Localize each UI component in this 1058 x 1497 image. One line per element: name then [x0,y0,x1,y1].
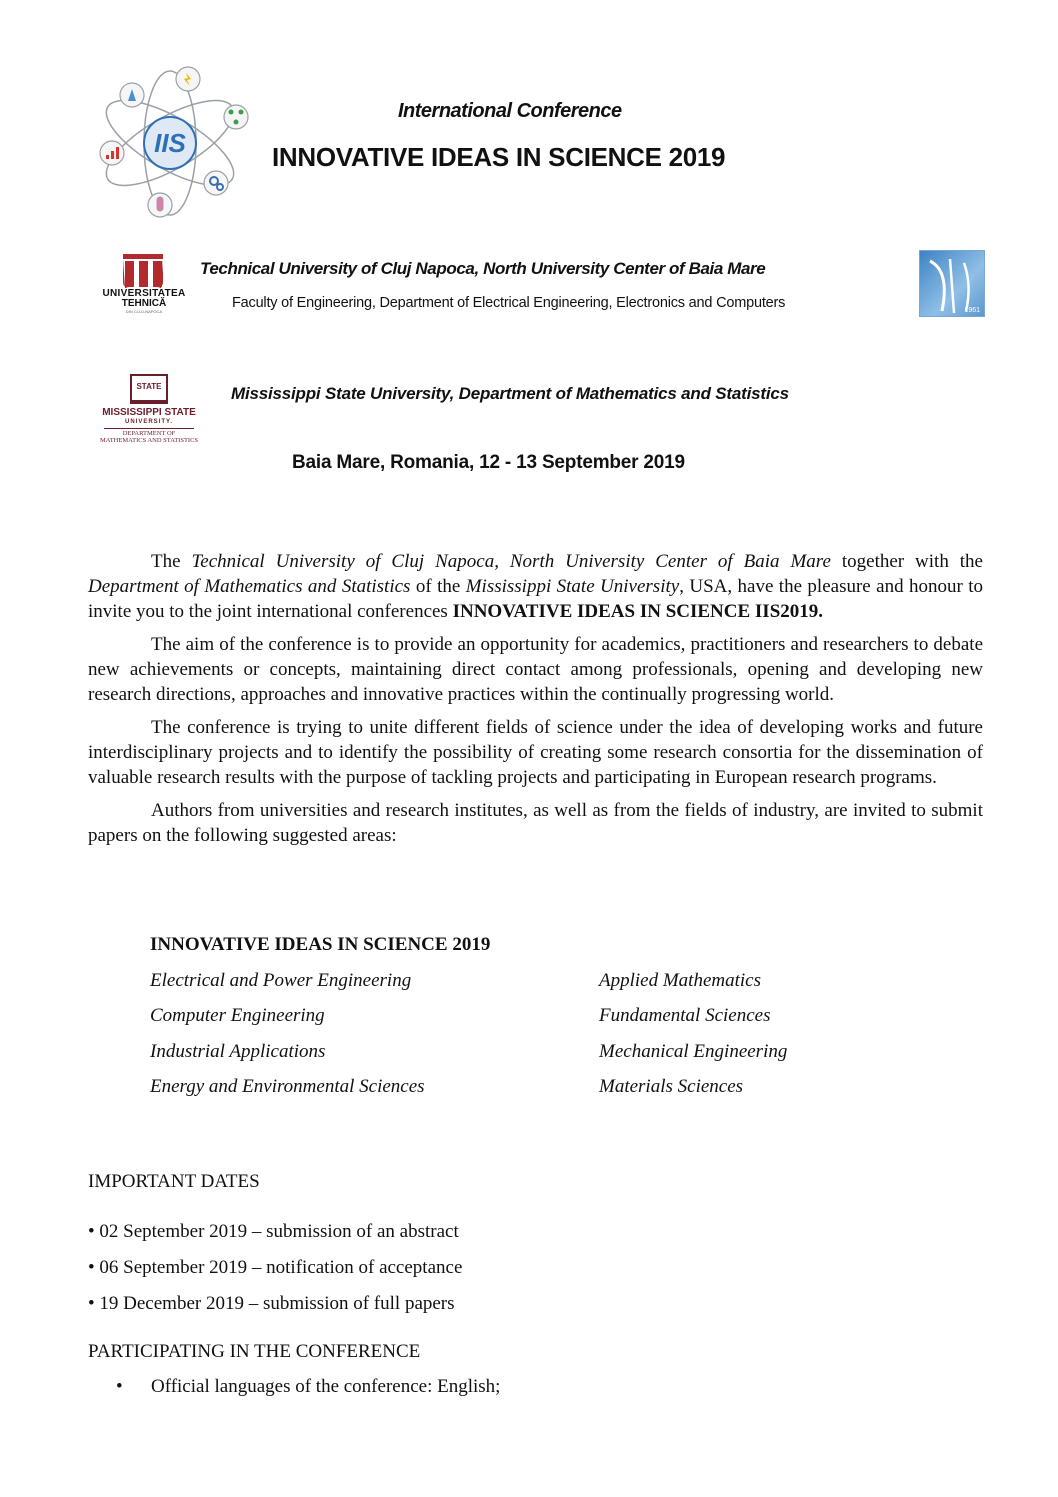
msu-logo-line1: MISSISSIPPI STATE [102,407,196,418]
area-item: Electrical and Power Engineering [150,970,412,991]
areas-title: INNOVATIVE IDEAS IN SCIENCE 2019 [150,934,491,955]
intro-section [88,549,983,856]
intro-paragraph-2: The aim of the conference is to provide an opportunity for academics, practitioners and researchers to debate new achievements or concepts, maintaining direct contact among professionals, opening and developing new research directions, approaches and innovative practices within the continually progressing world. [88,634,983,705]
date-item: • 06 September 2019 – notification of acceptance [88,1257,463,1278]
conference-label: International Conference [398,100,622,122]
participating-title: PARTICIPATING IN THE CONFERENCE [88,1341,421,1362]
utcn-logo [90,252,198,314]
university-line: Technical University of Cluj Napoca, North University Center of Baia Mare [200,259,766,278]
area-item: Applied Mathematics [599,970,761,991]
intro-paragraph-4: Authors from universities and research institutes, as well as from the fields of industry, are invited to submit papers on the following suggested areas: [88,800,983,846]
utcn-logo-line1: UNIVERSITATEA [102,288,186,299]
date-item: • 02 September 2019 – submission of an abstract [88,1221,459,1242]
iis-conference-logo [90,55,250,230]
faculty-logo [919,250,985,317]
conference-location: Baia Mare, Romania, 12 - 13 September 2019 [292,452,685,473]
bullet: • [116,1376,123,1397]
intro-paragraph-1: The Technical University of Cluj Napoca, North University Center of Baia Mare together with the Department of Mathematics and Statistics of the Mississippi State University, USA, have the pleasure and honour to invite you to the joint international conferences INNOVATIVE IDEAS IN SCIENCE IIS2019. [88,551,983,622]
area-item: Mechanical Engineering [599,1041,788,1062]
date-item: • 19 December 2019 – submission of full papers [88,1293,455,1314]
area-item: Fundamental Sciences [599,1005,771,1026]
utcn-logo-line3: DIN CLUJ-NAPOCA [125,309,163,314]
msu-logo-mark: STATE [130,374,168,404]
msu-logo-line4: MATHEMATICS AND STATISTICS [99,437,199,444]
faculty-line: Faculty of Engineering, Department of Electrical Engineering, Electronics and Computers [232,295,786,311]
area-item: Computer Engineering [150,1005,325,1026]
area-item: Energy and Environmental Sciences [150,1076,425,1097]
area-item: Industrial Applications [150,1041,326,1062]
intro-paragraph-3: The conference is trying to unite different fields of science under the idea of developing works and future interdisciplinary projects and to identify the possibility of creating some research consortia for the dissemination of valuable research results with the purpose of tackling projects and participating in European research programs. [88,717,983,788]
area-item: Materials Sciences [599,1076,744,1097]
gears-icon [204,171,228,195]
msu-logo [90,374,208,446]
msu-logo-line2: UNIVERSITY. [124,419,173,425]
participating-item: • Official languages of the conference: English; [116,1376,501,1397]
iis-logo-text: IIS [154,128,186,158]
molecule-icon [224,105,248,129]
faculty-logo-year: 1961 [964,307,980,314]
important-dates-title: IMPORTANT DATES [88,1171,260,1192]
utcn-logo-line2: TEHNICĂ [121,298,167,309]
conference-title: INNOVATIVE IDEAS IN SCIENCE 2019 [272,142,726,172]
msu-logo-line3: DEPARTMENT OF [122,430,176,437]
msu-line: Mississippi State University, Department of Mathematics and Statistics [231,384,789,403]
